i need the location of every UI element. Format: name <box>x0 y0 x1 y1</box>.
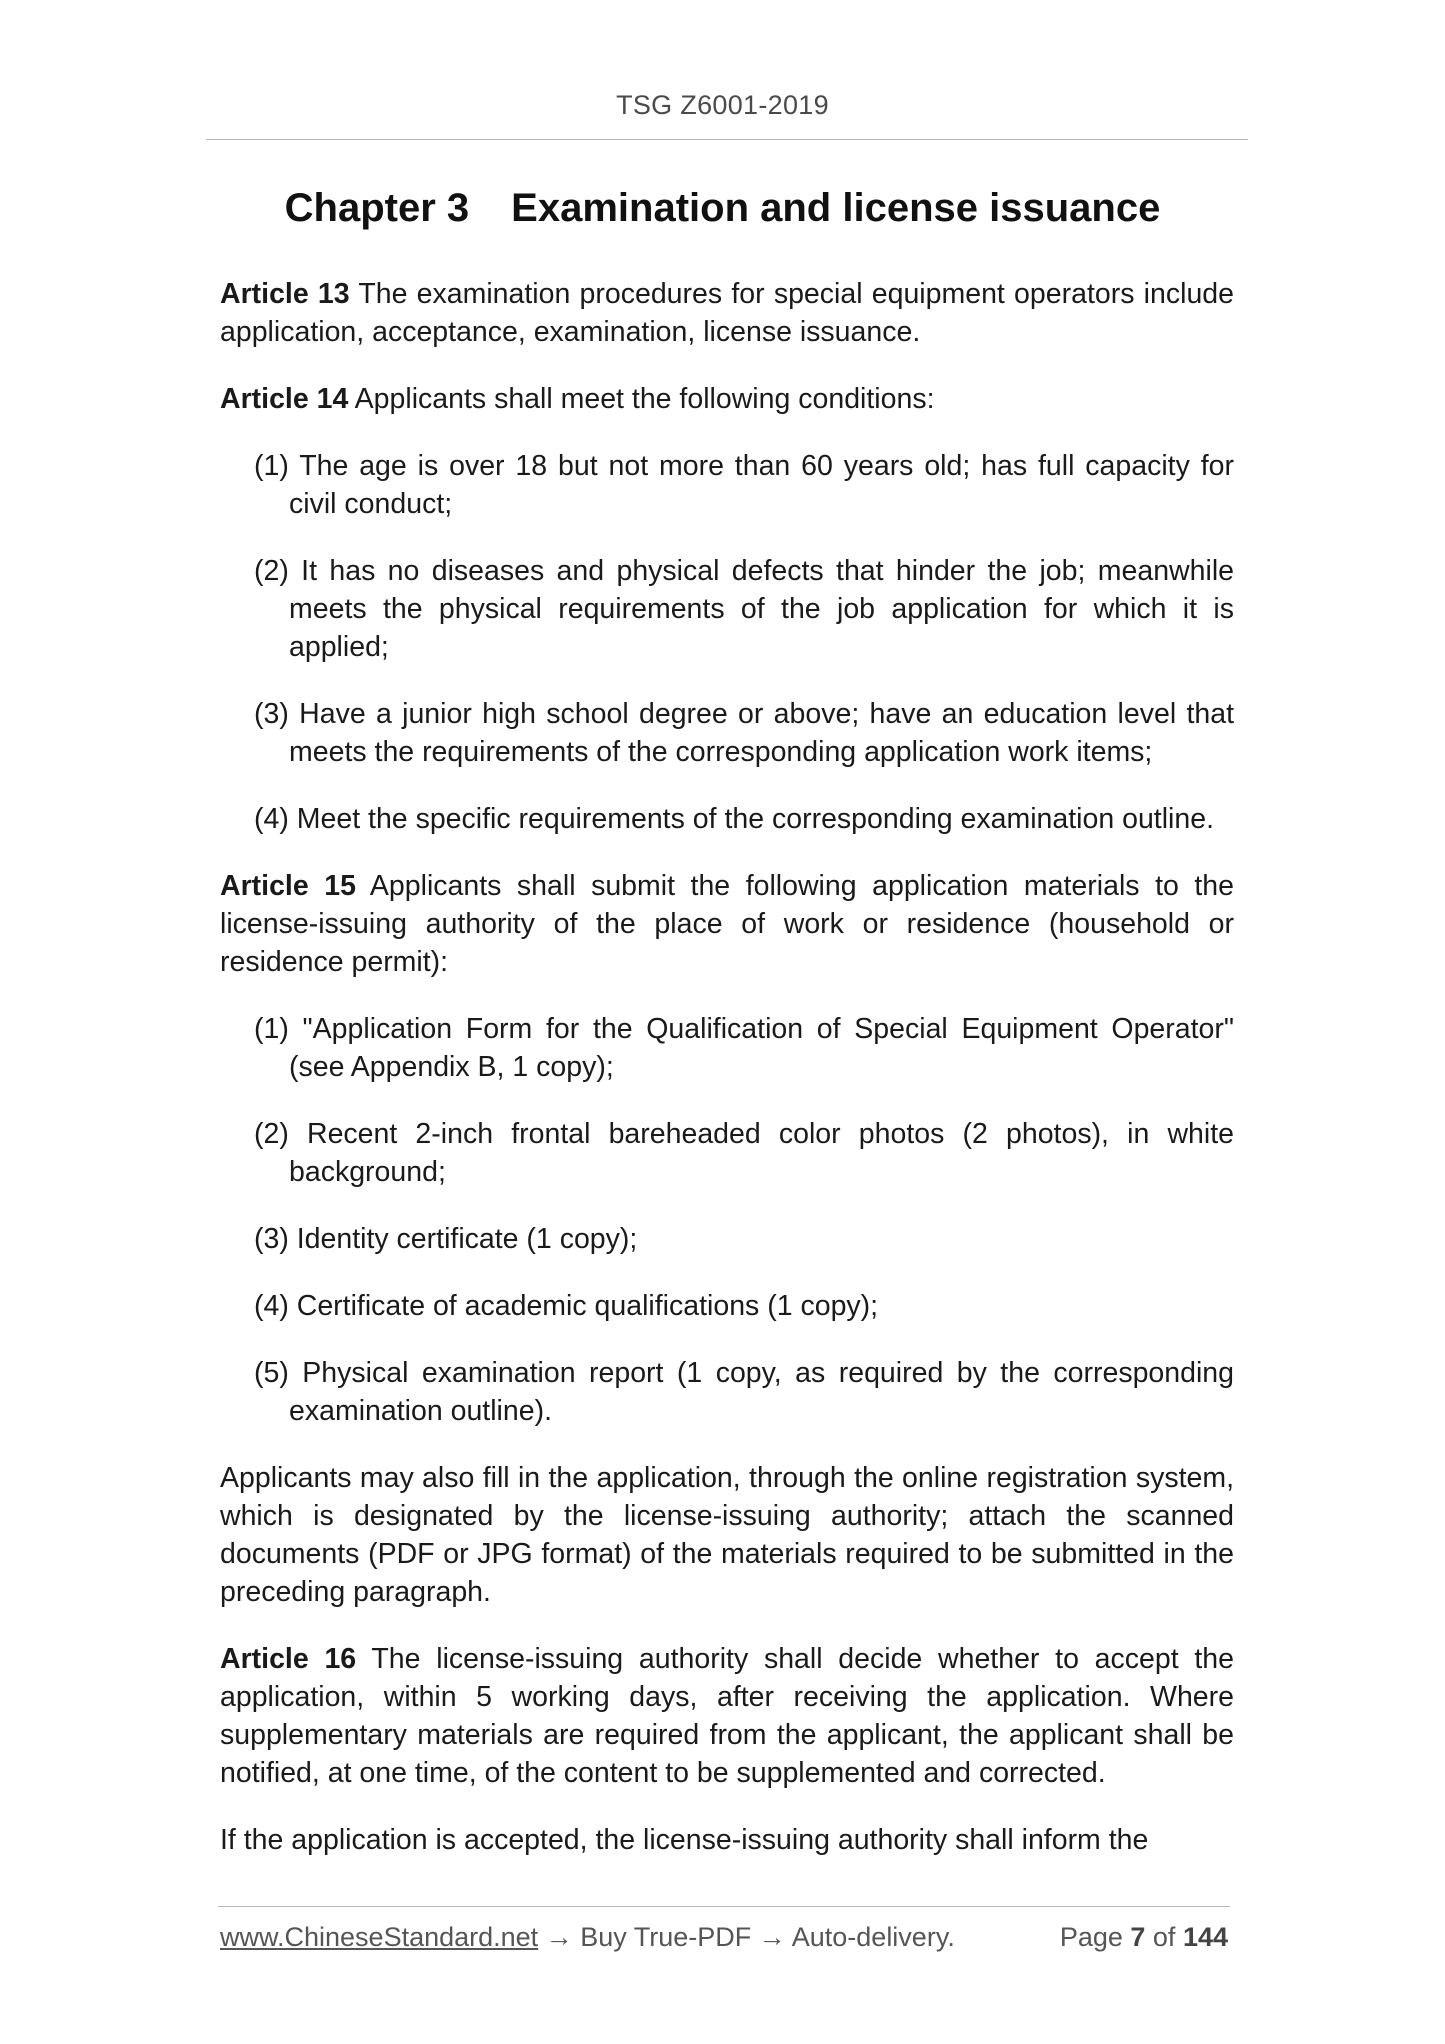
footer-tagline: → Buy True-PDF → Auto-delivery. <box>538 1922 955 1952</box>
article-14-item-1: (1) The age is over 18 but not more than 60 years old; has full capacity for civil conduct; <box>254 450 1234 520</box>
standard-code-header: TSG Z6001-2019 <box>616 90 829 120</box>
article-15 <box>220 867 1234 981</box>
current-page-number: 7 <box>1130 1922 1146 1952</box>
article-16 <box>220 1640 1234 1792</box>
article-13 <box>220 275 1234 351</box>
header-divider <box>206 139 1248 140</box>
article-16-continuation: If the application is accepted, the license-issuing authority shall inform the <box>220 1824 1149 1856</box>
article-15-item-1: (1) "Application Form for the Qualification of Special Equipment Operator" (see Appendix B, 1 copy); <box>254 1013 1234 1083</box>
chapter-name: Examination and license issuance <box>511 186 1161 230</box>
article-15-item-5: (5) Physical examination report (1 copy, as required by the corresponding examination outline). <box>254 1357 1234 1427</box>
article-body <box>220 275 1234 1888</box>
website-link[interactable]: www.ChineseStandard.net <box>220 1922 539 1952</box>
total-page-count: 144 <box>1182 1922 1228 1952</box>
page-word: Page <box>1059 1922 1131 1952</box>
article-15-text: Applicants shall submit the following application materials to the license-issuing authority of the place of work or residence (household or residence permit): <box>220 870 1234 978</box>
article-14-label: Article 14 <box>220 383 349 415</box>
chapter-title <box>0 186 1445 231</box>
article-16-text: The license-issuing authority shall decide whether to accept the application, within 5 working days, after receiving the application. Where supplementary materials are required from the applicant, the applicant shall be notified, at one time, of the content to be supplemented and corrected. <box>220 1643 1235 1789</box>
article-16-label: Article 16 <box>220 1643 357 1675</box>
article-13-text: The examination procedures for special equipment operators include application, acceptance, examination, license issuance. <box>220 278 1234 348</box>
article-15-item-4: (4) Certificate of academic qualifications (1 copy); <box>254 1290 879 1322</box>
chapter-number: Chapter 3 <box>284 186 470 230</box>
article-15-item-2: (2) Recent 2-inch frontal bareheaded color photos (2 photos), in white background; <box>254 1118 1234 1188</box>
page-footer <box>220 1922 1228 1953</box>
article-14-item-4: (4) Meet the specific requirements of the corresponding examination outline. <box>254 803 1215 835</box>
article-15-label: Article 15 <box>220 870 356 902</box>
article-14-item-3: (3) Have a junior high school degree or above; have an education level that meets the requirements of the corresponding application work items; <box>254 698 1234 768</box>
article-14 <box>220 380 1234 418</box>
article-14-text: Applicants shall meet the following conditions: <box>348 383 935 415</box>
page-indicator <box>1060 1922 1228 1953</box>
article-15-item-3: (3) Identity certificate (1 copy); <box>254 1223 638 1255</box>
article-13-label: Article 13 <box>220 278 350 310</box>
footer-divider <box>218 1906 1230 1907</box>
article-15-online-note: Applicants may also fill in the application, through the online registration system, which is designated by the license-issuing authority; attach the scanned documents (PDF or JPG format) of the materials required to be submitted in the preceding paragraph. <box>220 1462 1234 1608</box>
of-word: of <box>1145 1922 1183 1952</box>
article-14-item-2: (2) It has no diseases and physical defects that hinder the job; meanwhile meets the physical requirements of the job application for which it is applied; <box>254 555 1234 663</box>
